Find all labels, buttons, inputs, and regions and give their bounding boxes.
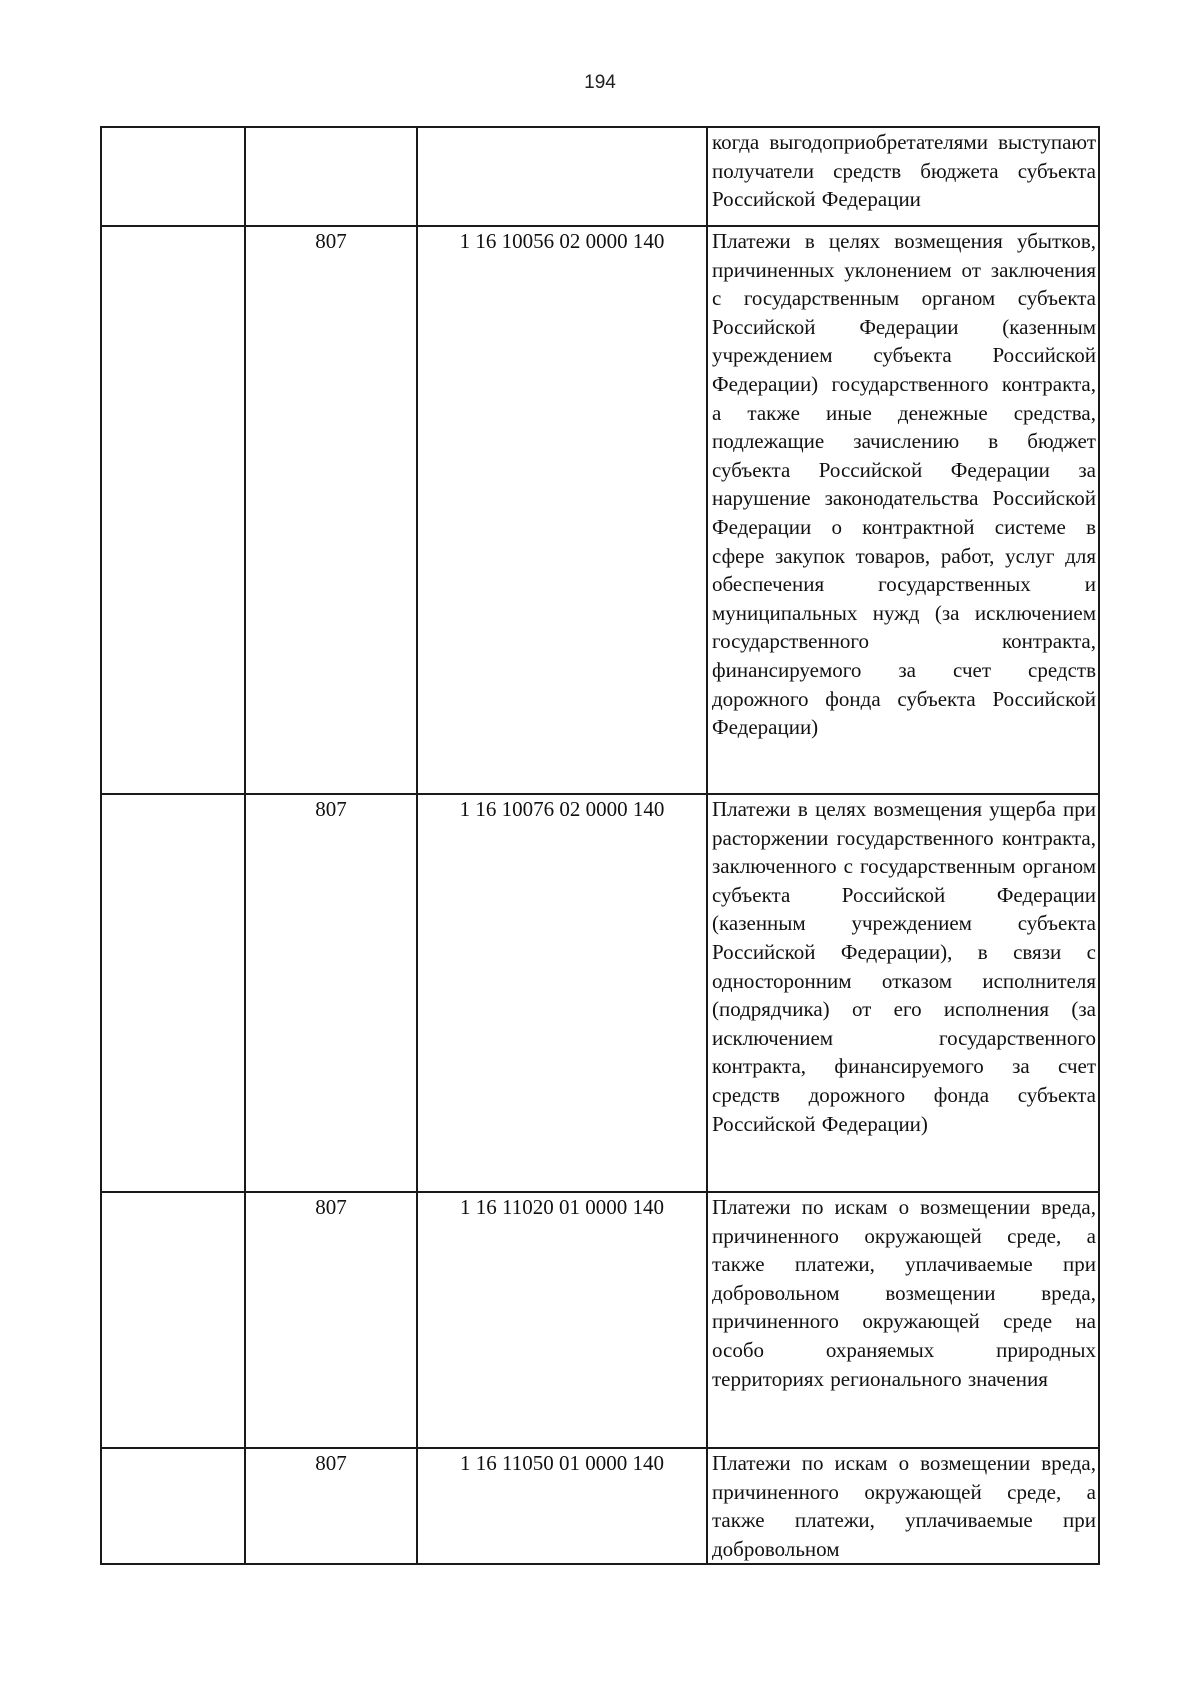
description-cell <box>707 1448 1099 1564</box>
description-text: Платежи в целях возмещения ущерба при расторжении государственного контракта, заключенного с государственным органом субъекта Российской Федерации (казенным учреждением субъекта Российской Федерации), в связи с односторонним отказом исполнителя (подрядчика) от его исполнения (за исключением государственного контракта, финансируемого за счет средств дорожного фонда субъекта Российской Федерации) <box>712 797 1096 1136</box>
kbk-code-cell: 1 16 10076 02 0000 140 <box>417 794 707 1192</box>
table-row <box>101 1192 1099 1448</box>
admin-code-cell: 807 <box>245 794 417 1192</box>
empty-cell <box>101 794 245 1192</box>
description-cell <box>707 226 1099 794</box>
empty-cell <box>101 1448 245 1564</box>
description-text: Платежи по искам о возмещении вреда, причиненного окружающей среде, а также платежи, уплачиваемые при добровольном возмещении вреда, причиненного окружающей среде на особо охраняемых природных территориях регионального значения <box>712 1195 1096 1391</box>
kbk-code-cell: 1 16 11050 01 0000 140 <box>417 1448 707 1564</box>
kbk-code-cell: 1 16 11020 01 0000 140 <box>417 1192 707 1448</box>
table-row <box>101 1448 1099 1564</box>
description-cell <box>707 1192 1099 1448</box>
admin-code-cell <box>245 127 417 226</box>
empty-cell <box>101 127 245 226</box>
description-cell <box>707 794 1099 1192</box>
description-cell <box>707 127 1099 226</box>
kbk-code-cell <box>417 127 707 226</box>
table-row <box>101 226 1099 794</box>
budget-classification-table <box>100 126 1100 1565</box>
empty-cell <box>101 226 245 794</box>
description-text: Платежи по искам о возмещении вреда, причиненного окружающей среде, а также платежи, уплачиваемые при добровольном <box>712 1451 1096 1561</box>
admin-code-cell: 807 <box>245 226 417 794</box>
table-row <box>101 127 1099 226</box>
page-number: 194 <box>584 72 616 93</box>
admin-code-cell: 807 <box>245 1192 417 1448</box>
table-row <box>101 794 1099 1192</box>
admin-code-cell: 807 <box>245 1448 417 1564</box>
description-text: когда выгодоприобретателями выступают получатели средств бюджета субъекта Российской Федерации <box>712 130 1096 212</box>
empty-cell <box>101 1192 245 1448</box>
description-text: Платежи в целях возмещения убытков, причиненных уклонением от заключения с государственным органом субъекта Российской Федерации (казенным учреждением субъекта Российской Федерации) государственного контракта, а также иные денежные средства, подлежащие зачислению в бюджет субъекта Российской Федерации за нарушение законодательства Российской Федерации о контрактной системе в сфере закупок товаров, работ, услуг для обеспечения государственных и муниципальных нужд (за исключением государственного контракта, финансируемого за счет средств дорожного фонда субъекта Российской Федерации) <box>712 229 1096 740</box>
kbk-code-cell: 1 16 10056 02 0000 140 <box>417 226 707 794</box>
